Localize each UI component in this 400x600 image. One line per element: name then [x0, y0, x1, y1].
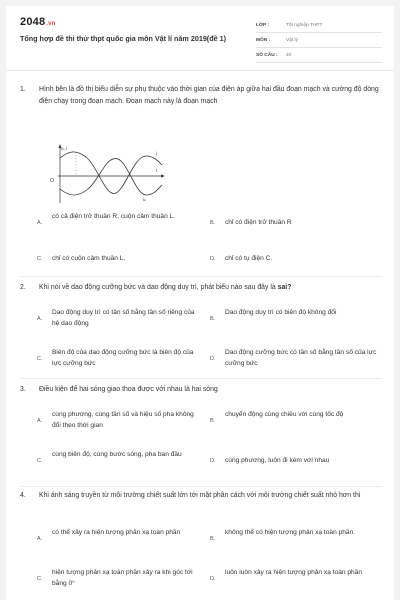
option-2b[interactable] [210, 308, 380, 325]
option-letter: D. [210, 356, 216, 362]
exam-title: Tổng hợp đề thi thử thpt quốc gia môn Vật lí năm 2019(đề 1) [20, 34, 226, 43]
question-stem [20, 84, 382, 107]
option-2a[interactable] [37, 308, 201, 329]
option-4b[interactable] [210, 528, 380, 545]
option-1b[interactable] [210, 218, 380, 229]
question-divider [20, 486, 382, 487]
i-curve [60, 152, 162, 194]
option-text: luôn luôn xảy ra hiện tượng phản xạ toàn phần [225, 569, 363, 576]
question-2 [20, 282, 382, 294]
meta-row-count [256, 48, 382, 63]
option-text: chuyển động cùng chiều với cùng tốc độ [225, 411, 344, 418]
meta-value: 40 [286, 52, 292, 58]
question-stem [20, 282, 382, 294]
site-logo[interactable]: 2048.vn [20, 16, 56, 28]
option-letter: C. [37, 256, 43, 262]
i-curve-label: i [156, 151, 157, 156]
option-letter: D. [210, 256, 216, 262]
x-axis-label: t [156, 168, 158, 173]
u-curve [60, 159, 162, 195]
option-text: chỉ có tụ điện C. [225, 255, 273, 262]
meta-label: MÔN : [256, 37, 271, 43]
meta-row-subject [256, 33, 382, 48]
option-2d[interactable] [210, 348, 380, 369]
option-letter: A. [37, 418, 43, 424]
meta-value: Tốt nghiệp THPT [286, 22, 323, 28]
option-1a[interactable] [37, 212, 197, 229]
option-letter: C. [37, 458, 43, 464]
option-text: có thể xảy ra hiện tượng phản xạ toàn phần [52, 529, 181, 536]
option-text: Biên độ của dao động cưỡng bức là biên độ của lực cưỡng bức [52, 349, 194, 367]
option-letter: A. [37, 316, 43, 322]
u-i-time-graph [46, 143, 170, 205]
option-text: hiện tượng phản xạ toàn phần xảy ra khi góc tới bằng 0° [52, 569, 193, 587]
option-3c[interactable] [37, 450, 201, 467]
question-number: 3. [20, 386, 26, 393]
option-letter: A. [37, 220, 43, 226]
option-1d[interactable] [210, 254, 380, 265]
question-number: 4. [20, 492, 26, 499]
origin-label: O [50, 178, 54, 184]
option-4d[interactable] [210, 568, 380, 585]
question-emphasis: sai? [277, 284, 292, 291]
option-letter: B. [210, 418, 216, 424]
question-divider [20, 276, 382, 277]
meta-value: Vật lý [286, 37, 298, 43]
exam-page [6, 6, 394, 600]
option-letter: D. [210, 576, 216, 582]
option-4c[interactable] [37, 568, 201, 589]
option-text: có cả điện trở thuần R, cuộn cảm thuần L. [52, 213, 176, 220]
option-letter: B. [210, 536, 216, 542]
option-4a[interactable] [37, 528, 201, 545]
option-text: không thể có hiện tượng phản xạ toàn phần. [225, 529, 356, 536]
option-letter: A. [37, 536, 43, 542]
meta-row-class [256, 18, 382, 33]
option-text: Dao động duy trì có biên độ không đổi [225, 309, 337, 316]
question-stem [20, 384, 382, 396]
meta-label: LỚP : [256, 22, 270, 28]
option-2c[interactable] [37, 348, 201, 369]
question-number: 2. [20, 284, 26, 291]
option-text: cùng phương, luôn đi kèm với nhau [225, 457, 330, 464]
u-curve-label: u [143, 197, 146, 202]
option-letter: C. [37, 576, 43, 582]
option-3a[interactable] [37, 410, 201, 431]
question-text: Điều kiện để hai sóng giao thoa được với nhau là hai sóng [39, 386, 218, 393]
option-text: cùng phương, cùng tần số và hiệu số pha không đổi theo thời gian [52, 411, 194, 429]
option-3b[interactable] [210, 410, 380, 427]
option-3d[interactable] [210, 456, 380, 467]
question-number: 1. [20, 86, 26, 93]
option-letter: C. [37, 356, 43, 362]
question-1 [20, 84, 382, 107]
option-letter: B. [210, 220, 216, 226]
option-text: Dao động duy trì có tần số bằng tần số riêng của hệ dao động [52, 309, 195, 327]
option-text: chỉ có cuộn cảm thuần L. [52, 255, 126, 262]
option-text: Dao động cưỡng bức có tần số bằng tần số của lực cưỡng bức [225, 349, 377, 367]
y-axis-label: u, i [61, 146, 68, 151]
question-divider [20, 378, 382, 379]
option-text: chỉ có điện trở thuần R [225, 219, 292, 226]
option-text: cùng biên độ, cùng bước sóng, pha ban đầu [52, 451, 182, 458]
question-text: Khi ánh sáng truyền từ môi trường chiết suất lớn tới mặt phân cách với môi trường chiết suất nhỏ hơn thì [39, 492, 361, 499]
meta-label: SỐ CÂU : [256, 52, 278, 58]
option-letter: B. [210, 316, 216, 322]
question-text: Hình bên là đồ thị biểu diễn sự phụ thuộc vào thời gian của điện áp giữa hai đầu đoạn mạch và cường độ dòng điện chạy trong đoạn mạch. Đoạn mạch này là đoạn mạch [39, 86, 379, 105]
exam-meta [256, 18, 382, 63]
question-3 [20, 384, 382, 396]
option-letter: D. [210, 458, 216, 464]
question-4 [20, 490, 382, 502]
question-text: Khi nói về dao động cưỡng bức và dao động duy trì, phát biểu nào sau đây là sai? [39, 284, 292, 291]
question-stem [20, 490, 382, 502]
x-axis-arrow [161, 175, 165, 178]
option-1c[interactable] [37, 254, 197, 265]
page-header [6, 6, 394, 71]
